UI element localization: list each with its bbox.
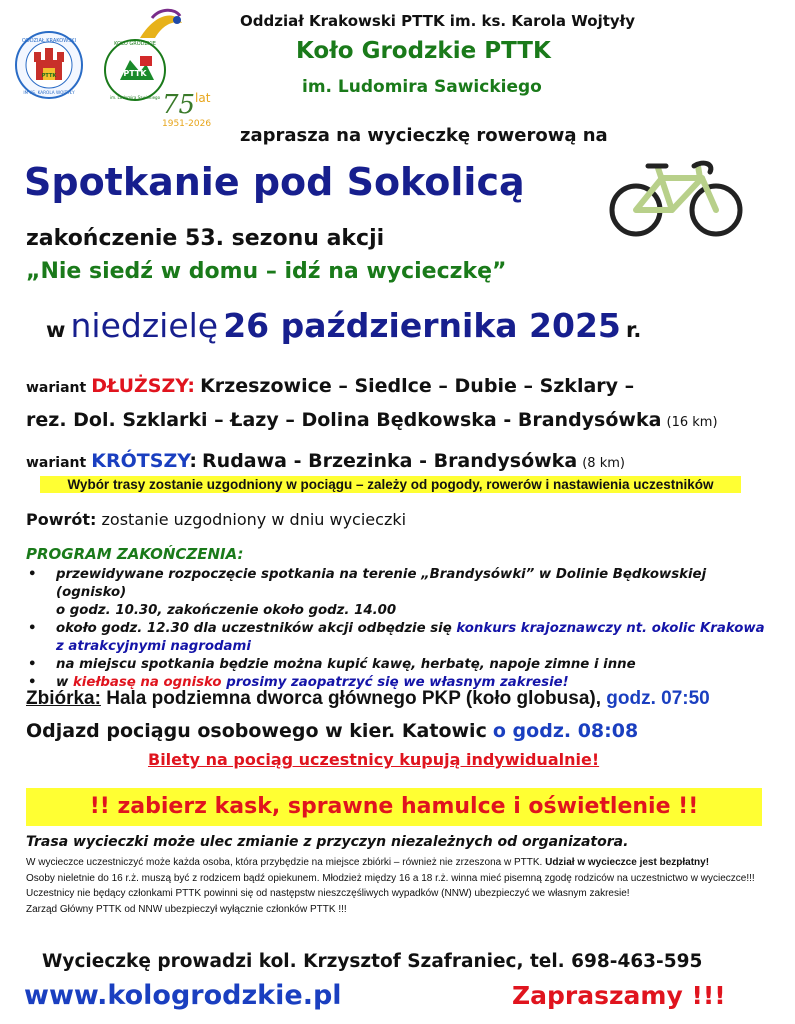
svg-text:PTTK: PTTK	[41, 73, 57, 79]
date-main: 26 października 2025	[223, 306, 621, 345]
program-item: • przewidywane rozpoczęcie spotkania na terenie „Brandysówki” w Dolinie Będkowskiej (ognisko) o godz. 10.30, zakończenie około godz. 14.00	[26, 566, 766, 620]
event-date	[46, 306, 641, 345]
svg-text:IM KS. KAROLA WOJTYŁY: IM KS. KAROLA WOJTYŁY	[23, 90, 75, 95]
meeting-time: godz. 07:50	[606, 688, 710, 709]
route-short-km: (8 km)	[582, 456, 625, 471]
kolo-grodzkie-75-lat-logo	[100, 8, 235, 130]
program-item: • około godz. 12.30 dla uczestników akcji odbędzie się konkurs krajoznawczy nt. okolic Krakowa z atrakcyjnymi nagrodami	[26, 620, 766, 656]
return-label: Powrót:	[26, 510, 97, 529]
route-long-route-2: rez. Dol. Szklarki – Łazy – Dolina Będkowska - Brandysówka	[26, 409, 662, 431]
club-name: Koło Grodzkie PTTK	[296, 38, 551, 64]
svg-text:75: 75	[162, 90, 196, 120]
route-long-km: (16 km)	[666, 415, 718, 430]
route-short-route: Rudawa - Brzezinka - Brandysówka	[202, 450, 578, 472]
train-line	[26, 720, 638, 742]
route-choice-note: Wybór trasy zostanie uzgodniony w pociągu – zależy od pogody, rowerów i nastawienia uczestników	[40, 476, 741, 493]
route-long-label: wariant	[26, 380, 87, 396]
date-suffix: r.	[625, 318, 642, 342]
program-heading: PROGRAM ZAKOŃCZENIA:	[26, 545, 244, 563]
svg-text:1951-2026: 1951-2026	[162, 119, 212, 129]
program-list	[26, 566, 766, 692]
trip-leader: Wycieczkę prowadzi kol. Krzysztof Szafraniec, tel. 698-463-595	[42, 951, 703, 972]
invite-line: zaprasza na wycieczkę rowerową na	[240, 125, 608, 146]
route-short-name: KRÓTSZY	[91, 450, 190, 472]
event-title: Spotkanie pod Sokolicą	[24, 160, 525, 204]
contest-text: konkurs krajoznawczy nt. okolic Krakowa	[456, 621, 765, 636]
route-long-name: DŁUŻSZY:	[91, 375, 195, 397]
date-prefix: w	[46, 318, 66, 342]
svg-text:ODDZIAŁ KRAKOWSKI: ODDZIAŁ KRAKOWSKI	[21, 38, 77, 44]
meeting-label: Zbiórka:	[26, 688, 101, 709]
equipment-warning: !! zabierz kask, sprawne hamulce i oświetlenie !!	[26, 788, 762, 826]
event-subtitle: zakończenie 53. sezonu akcji	[26, 226, 385, 251]
meeting-place: Hala podziemna dworca głównego PKP (koło globusa),	[106, 688, 601, 709]
svg-text:im. Ludomira Sawickiego: im. Ludomira Sawickiego	[109, 95, 161, 100]
org-line: Oddział Krakowski PTTK im. ks. Karola Wojtyły	[240, 12, 636, 30]
website-link[interactable]: www.kologrodzkie.pl	[24, 980, 342, 1011]
route-long-line2	[26, 409, 718, 431]
participation-notes: W wycieczce uczestniczyć może każda osoba, która przybędzie na miejsce zbiórki – również nie zrzeszona w PTTK. Udział w wycieczce jest bezpłatny! Osoby nieletnie do 16 r.ż. muszą być z rodzicem bądź opiekunem. Młodzież między 16 a 18 r.ż. winna mieć pisemną zgodę rodziców na uczestnictwo w wycieczce!!! Uczestnicy nie będący członkami PTTK powinni się od następstw nieszczęśliwych wypadków (NNW) ubezpieczyć we własnym zakresie! Zarząd Główny PTTK od NNW ubezpieczył wyłącznie członków PTTK !!!	[26, 857, 755, 915]
closing-invite: Zapraszamy !!!	[512, 981, 726, 1010]
bicycle-icon	[606, 158, 746, 240]
train-time: o godz. 08:08	[492, 720, 639, 742]
event-motto: „Nie siedź w domu – idź na wycieczkę”	[26, 259, 507, 284]
program-item: • w kiełbasę na ognisko prosimy zaopatrzyć się we własnym zakresie!	[26, 674, 766, 692]
sausage-text: kiełbasę na ognisko	[72, 675, 222, 690]
route-short-label: wariant	[26, 455, 87, 471]
route-long-line1	[26, 375, 634, 397]
tickets-note: Bilety na pociąg uczestnicy kupują indywidualnie!	[148, 750, 600, 769]
svg-text:KOŁO GRODZKIE: KOŁO GRODZKIE	[114, 41, 156, 47]
route-short-line: wariant KRÓTSZY: Rudawa - Brzezinka - Brandysówka (8 km)	[26, 450, 625, 472]
date-day: niedzielę	[70, 306, 219, 345]
return-text: zostanie uzgodniony w dniu wycieczki	[101, 510, 407, 529]
return-line	[26, 510, 406, 529]
train-text: Odjazd pociągu osobowego w kier. Katowic	[26, 720, 487, 742]
oddzial-krakowski-logo	[14, 30, 84, 100]
route-long-route-1: Krzeszowice – Siedlce – Dubie – Szklary –	[200, 375, 635, 397]
meeting-line	[26, 688, 710, 710]
program-item: • na miejscu spotkania będzie można kupić kawę, herbatę, napoje zimne i inne	[26, 656, 766, 674]
route-disclaimer: Trasa wycieczki może ulec zmianie z przyczyn niezależnych od organizatora.	[26, 834, 629, 850]
club-patron: im. Ludomira Sawickiego	[302, 77, 542, 97]
svg-text:lat: lat	[195, 91, 211, 105]
svg-text:PTTK: PTTK	[123, 69, 147, 78]
